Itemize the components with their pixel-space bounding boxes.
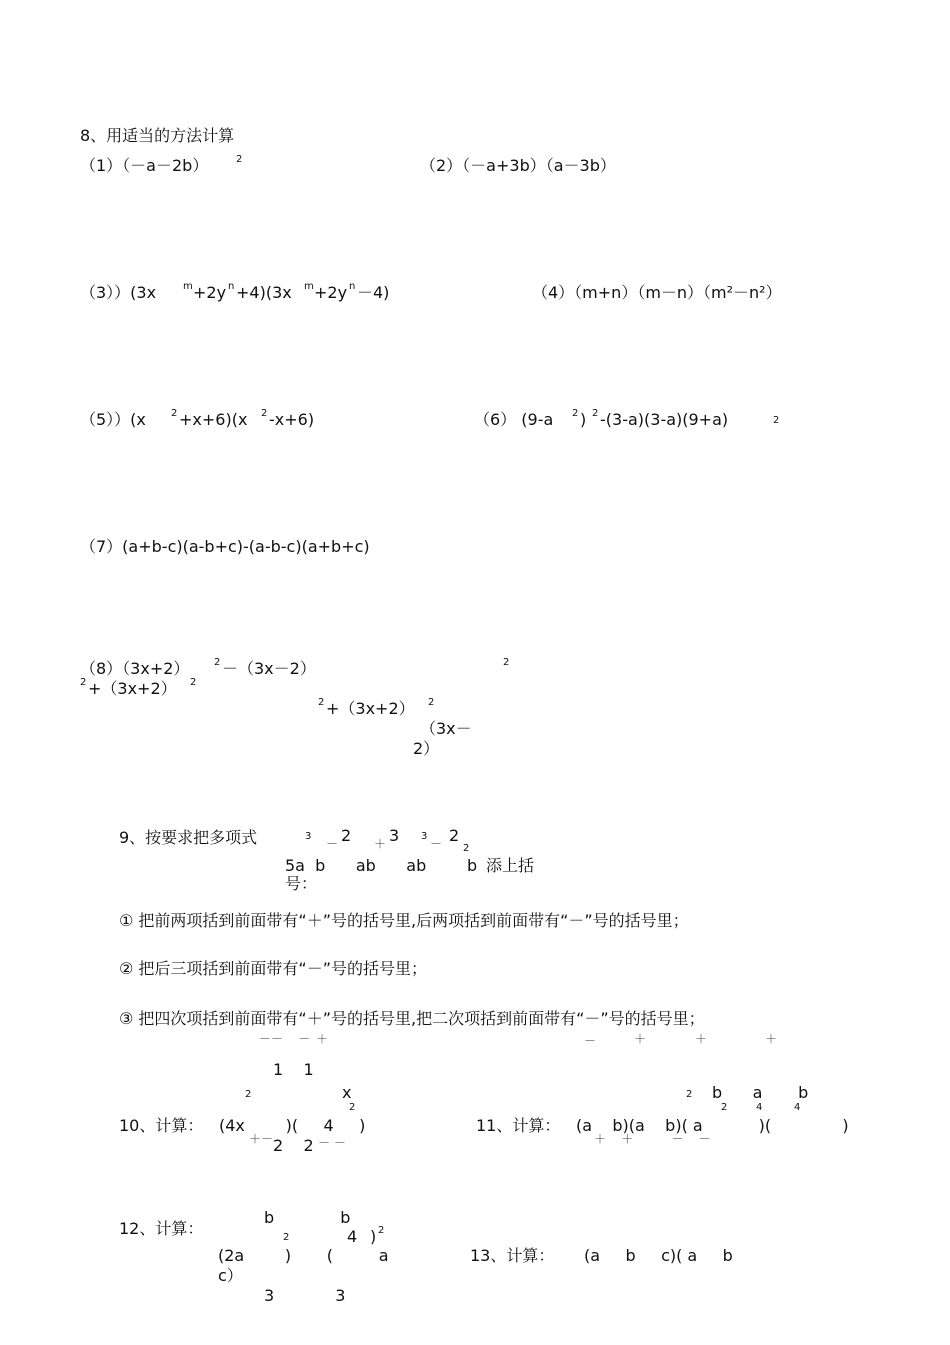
q9-tail: 添上括 bbox=[486, 856, 535, 875]
q8-problem-3 bbox=[80, 283, 156, 303]
q11-exp-c: 4 bbox=[756, 1102, 763, 1113]
q8-p3-exp-m1: m bbox=[183, 281, 193, 292]
q8-p8-exp-3: 2 bbox=[190, 677, 197, 688]
q11-sign-top-2: ＋ bbox=[634, 1032, 647, 1046]
q12-close-paren: ) bbox=[370, 1227, 377, 1246]
q8-p8-frag-d: 2） bbox=[413, 739, 440, 758]
q8-p3-exp-n2: n bbox=[349, 281, 356, 292]
q9-tail-2: 号： bbox=[285, 874, 318, 893]
q8-p5-part-b: +x+6)(x bbox=[179, 410, 248, 429]
q11-exp-b: 2 bbox=[721, 1102, 728, 1113]
q10-x-label: x bbox=[342, 1083, 352, 1102]
q8-heading: 8、用适当的方法计算 bbox=[80, 126, 235, 145]
q13-expression: (a b c)( a b bbox=[584, 1246, 733, 1265]
q8-p8-frag-c: （3x－ bbox=[420, 719, 472, 738]
q9-minus-a: － bbox=[326, 837, 339, 851]
q8-problem-1 bbox=[80, 156, 208, 176]
q9-item-1: ① 把前两项括到前面带有“＋”号的括号里,后两项括到前面带有“－”号的括号里； bbox=[119, 911, 689, 930]
q9-two-a: 2 bbox=[341, 826, 352, 845]
q10-signs-top: －－ － bbox=[259, 1032, 311, 1046]
q11-signs-bottom: ＋ ＋ － － bbox=[594, 1132, 711, 1146]
q8-problem-5 bbox=[80, 410, 146, 430]
q10-fraction-bottom: 2 2 bbox=[273, 1136, 314, 1155]
q9-polynomial-terms: 5a b ab ab b bbox=[285, 856, 478, 875]
q8-problem-2: （2）（－a+3b）（a－3b） bbox=[420, 156, 616, 175]
q10-plus-top: ＋ bbox=[316, 1032, 329, 1046]
q9-item-2: ② 把后三项括到前面带有“－”号的括号里； bbox=[119, 959, 428, 978]
q8-p6-exp-1: 2 bbox=[572, 408, 579, 419]
q12-c-line: c） bbox=[218, 1266, 243, 1285]
q8-p8-exp-2: 2 bbox=[503, 657, 510, 668]
q9-item-3: ③ 把四次项括到前面带有“＋”号的括号里,把二次项括到前面带有“－”号的括号里； bbox=[119, 1009, 705, 1028]
q8-p3-part-d: +2y bbox=[314, 283, 348, 302]
q9-heading: 9、按要求把多项式 bbox=[119, 828, 258, 847]
q11-top-terms: b a b bbox=[712, 1083, 809, 1102]
q8-p3-part-c: +4)(3x bbox=[236, 283, 292, 302]
q11-sign-top-3: ＋ bbox=[695, 1032, 708, 1046]
q12-exp-a: 2 bbox=[283, 1232, 290, 1243]
q11-label: 11、计算： bbox=[476, 1116, 561, 1135]
q10-expression: (4x )( 4 ) bbox=[219, 1116, 366, 1135]
q10-signs-bottom-2: － － bbox=[318, 1136, 346, 1150]
q8-p6-exp-2: 2 bbox=[592, 408, 599, 419]
q9-exp-3a: 3 bbox=[305, 831, 312, 842]
q12-bottom: 3 3 bbox=[264, 1286, 346, 1305]
q11-expression: (a b)(a b)( a )( ) bbox=[576, 1116, 849, 1135]
q12-expression: (2a ) ( a bbox=[218, 1246, 389, 1265]
q10-label: 10、计算： bbox=[119, 1116, 204, 1135]
q8-p8-frag-exp-lead: 2 bbox=[318, 697, 325, 708]
q12-four: 4 bbox=[347, 1227, 358, 1246]
q11-sign-top-4: ＋ bbox=[765, 1032, 778, 1046]
q8-p3-part-a: （3））(3x bbox=[80, 283, 157, 302]
q12-top-terms: b b bbox=[264, 1208, 351, 1227]
q12-label: 12、计算： bbox=[119, 1219, 204, 1238]
q8-p3-exp-m2: m bbox=[304, 281, 314, 292]
q8-p1-exponent: 2 bbox=[236, 154, 243, 165]
q8-p8-line2: +（3x+2） bbox=[88, 679, 177, 698]
q11-sign-top-1: － bbox=[584, 1034, 597, 1048]
q8-problem-8-line1: （8）（3x+2） bbox=[80, 659, 190, 678]
q9-minus-b: － bbox=[430, 837, 443, 851]
q9-plus-a: ＋ bbox=[374, 837, 387, 851]
q10-fraction-top: 1 1 bbox=[273, 1060, 314, 1079]
q8-p8-frag: +（3x+2） bbox=[326, 699, 415, 718]
q10-signs-bottom: ＋－ bbox=[249, 1132, 274, 1146]
q11-exp-d: 4 bbox=[794, 1102, 801, 1113]
q8-problem-4: （4）（m+n）（m－n）（m²－n²） bbox=[532, 283, 782, 302]
q13-label: 13、计算： bbox=[470, 1246, 555, 1265]
q8-p5-part-a: （5））(x bbox=[80, 410, 146, 429]
q8-p6-part-b: ) bbox=[580, 410, 587, 429]
q10-exp-b: 2 bbox=[349, 1102, 356, 1113]
q9-three-b: 3 bbox=[389, 826, 400, 845]
q9-exp-2: 2 bbox=[463, 843, 470, 854]
q11-exp-a: 2 bbox=[686, 1089, 693, 1100]
q8-p6-part-c: -(3-a)(3-a)(9+a) bbox=[600, 410, 729, 429]
q8-p3-exp-n1: n bbox=[228, 281, 235, 292]
q8-p5-part-c: -x+6) bbox=[269, 410, 315, 429]
q8-p5-exp-1: 2 bbox=[171, 408, 178, 419]
q8-problem-6: （6） (9-a bbox=[474, 410, 554, 429]
q10-exp-a: 2 bbox=[245, 1089, 252, 1100]
q9-two-b: 2 bbox=[449, 826, 460, 845]
q8-p6-exp-3: 2 bbox=[773, 415, 780, 426]
q8-problem-7: （7）(a+b-c)(a-b+c)-(a-b-c)(a+b+c) bbox=[80, 537, 370, 556]
q8-p8-line1-b: －（3x－2） bbox=[222, 659, 316, 678]
q8-p1-text: （1）（－a－2b） bbox=[80, 156, 209, 175]
q8-p8-line2-exp-lead: 2 bbox=[80, 677, 87, 688]
q12-exp-b: 2 bbox=[378, 1225, 385, 1236]
q8-p3-part-b: +2y bbox=[193, 283, 227, 302]
q8-p5-exp-2: 2 bbox=[261, 408, 268, 419]
q8-p8-exp-1: 2 bbox=[214, 657, 221, 668]
q8-p3-part-e: －4) bbox=[357, 283, 390, 302]
q8-p8-frag-exp: 2 bbox=[428, 697, 435, 708]
q9-exp-3b: 3 bbox=[421, 831, 428, 842]
